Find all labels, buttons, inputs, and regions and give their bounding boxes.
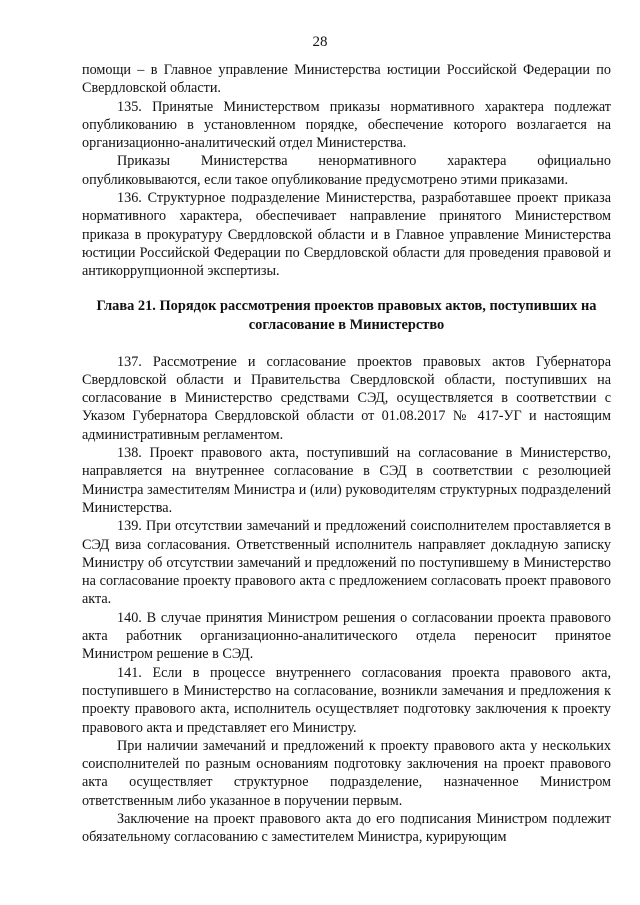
document-body [82, 61, 611, 847]
paragraph-continuation: помощи – в Главное управление Министерства юстиции Российской Федерации по Свердловской области. [82, 62, 611, 97]
paragraph-137: 137. Рассмотрение и согласование проектов правовых актов Губернатора Свердловской области и Правительства Свердловской области, поступивших на согласование в Министерство средствами СЭД, осуществляется в соответствии с Указом Губернатора Свердловской области от 01.08.2017 № 417-УГ и настоящим административным регламентом. [82, 353, 611, 443]
paragraph-141-second: При наличии замечаний и предложений к проекту правового акта у нескольких соисполнителей по разным основаниям подготовку заключения на проект правового акта осуществляет структурное подразделение, назначенное Министром ответственным либо указанное в поручении первым. [82, 737, 611, 809]
paragraph-135: 135. Принятые Министерством приказы нормативного характера подлежат опубликованию в установленном порядке, обеспечение которого возлагается на организационно-аналитический отдел Министерства. [82, 98, 611, 152]
paragraph-139: 139. При отсутствии замечаний и предложений соисполнителем проставляется в СЭД виза согласования. Ответственный исполнитель направляет докладную записку Министру об отсутствии замечаний и предложений по поступившему в Министерство на согласование проекту правового акта с предложением согласовать проект правового акта. [82, 518, 611, 608]
paragraph-141-third: Заключение на проект правового акта до его подписания Министром подлежит обязательному согласованию с заместителем Министра, курирующим [82, 810, 611, 846]
paragraph-140: 140. В случае принятия Министром решения о согласовании проекта правового акта работник организационно-аналитического отдела переносит принятое Министром решение в СЭД. [82, 609, 611, 663]
paragraph-135-second: Приказы Министерства ненормативного характера официально опубликовываются, если такое опубликование предусмотрено этими приказами. [82, 153, 611, 188]
paragraph-138: 138. Проект правового акта, поступивший на согласование в Министерство, направляется на внутреннее согласование в СЭД в соответствии с резолюцией Министра заместителям Министра и (или) руководителям структурных подразделений Министерства. [82, 445, 611, 516]
page-number: 28 [312, 34, 328, 50]
chapter-heading: Глава 21. Порядок рассмотрения проектов правовых актов, поступивших на согласование в Министерство [96, 297, 597, 333]
paragraph-141: 141. Если в процессе внутреннего согласования проекта правового акта, поступившего в Министерство на согласование, возникли замечания и предложения к проекту правового акта, исполнитель осуществляет подготовку заключения к проекту правового акта и представляет его Министру. [82, 664, 611, 736]
paragraph-136: 136. Структурное подразделение Министерства, разработавшее проект приказа нормативного характера, обеспечивает направление принятого Министерством приказа в прокуратуру Свердловской области и в Главное управление Министерства юстиции Российской Федерации по Свердловской области для проведения правовой и антикоррупционной экспертизы. [82, 190, 611, 280]
